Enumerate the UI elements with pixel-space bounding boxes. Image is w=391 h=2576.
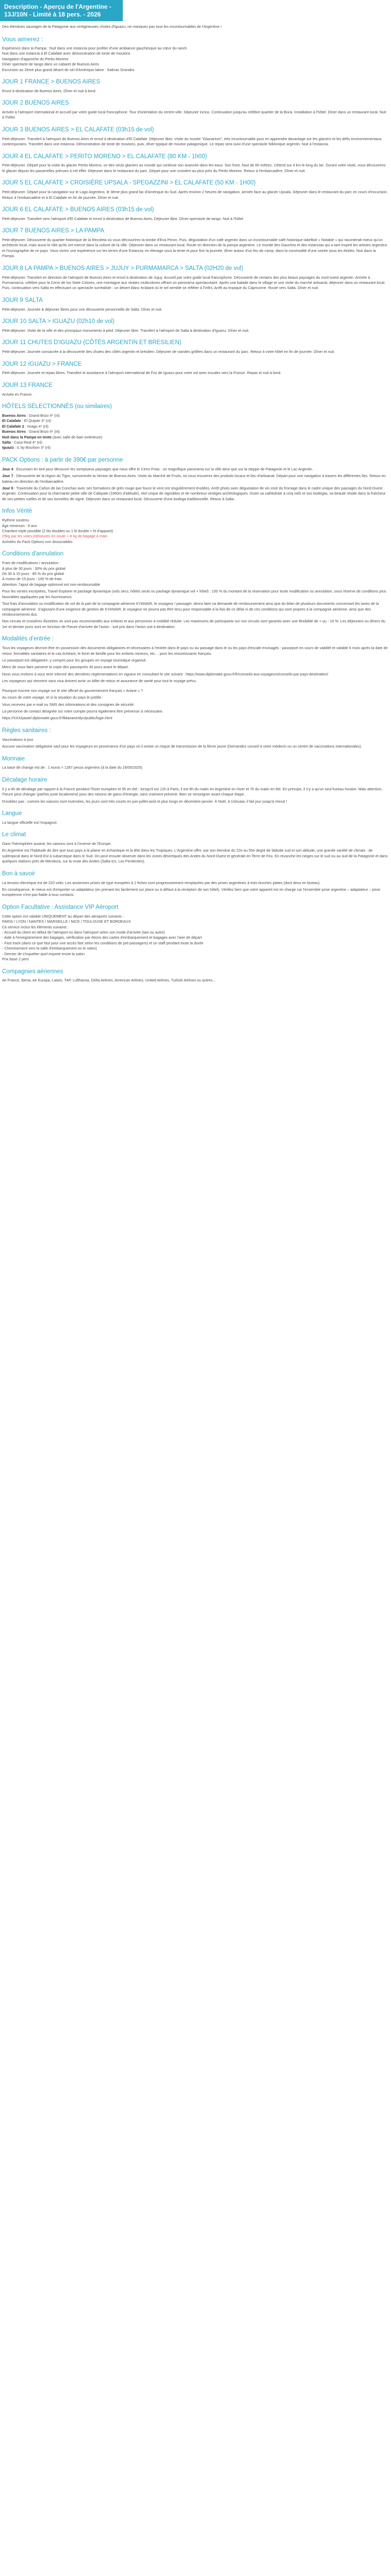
list-item: Ce service inclus les éléments suivants :	[2, 924, 69, 929]
ariane-paragraph: Pourquoi inscrire son voyage sur le site officiel du gouvernement français « Ariane » ?	[2, 688, 143, 693]
list-item: - Accueil du client en début de l'aéroport ou dans l'aéroport selon son mode d'arrivée (taxi ou autre)	[2, 929, 165, 935]
ariane-link[interactable]: https://XXX/pastel.diplomatie.gouv.fr/fildariane/dyn/public/login.html	[2, 716, 112, 721]
itinerary-days	[2, 79, 389, 397]
day-text: Petit-déjeuner. Transfert vers l'aéroport d'El Calafate et envol à destination de Buenos Aires. Déjeuner libre. Dîner-spectacle de tango. Nuit à l'hôtel.	[2, 216, 245, 221]
day-text: Petit-déjeuner. Journée consacrée à la découverte des chutes des côtés argentin et brésilien. Déjeuner de viandes grillées dans un restaurant du parc. Retour à votre hôtel en fin de journée. Dîner et nuit.	[2, 349, 335, 354]
page-content	[0, 24, 391, 984]
list-item: Dîner spectacle de tango dans un cabaret de Buenos Aires	[2, 62, 99, 67]
intro-text: Des étendues sauvages de la Patagonie aux vertigineuses chutes d'Iguazu, ne manquez pas tous les incontournables de l'Argentine !	[2, 24, 222, 29]
list-item: Activités du Pack Options non dissociables	[2, 539, 73, 544]
day-text: Arrivée en France.	[2, 392, 33, 397]
ariane-paragraph: Vous recevrez par e-mail ou SMS des informations et des consignes de sécurité.	[2, 702, 135, 707]
hotel-item: Buenos Aires : Grand Brizo 4* (nl)	[2, 429, 60, 434]
list-item: Cette option est valable UNIQUEMENT au départ des aéroports suivants :	[2, 913, 124, 919]
bon-paragraph: En conséquence, le mieux est d'emporter un adaptateur (en prenant les facilement sur place ou à défaut à la réception de son hôtel). Vérifiez bien que votre appareil est en charge car l'ensemble prise argentine – adaptateur – prise européenne n'est pas fiable à tous contacts.	[2, 887, 381, 897]
hotel-item: El Calafate 2 : Imago 4* (nl)	[2, 423, 48, 429]
list-item: Expérience dans la Pampa : Nuit dans une estancia pour profiter d'une ambiance gauchesque au cœur du ranch	[2, 45, 187, 50]
list-item: Frais de modifications / annulation :	[2, 561, 61, 566]
day-text: Envol à destination de Buenos Aires. Dîner et nuit à bord.	[2, 88, 96, 93]
list-item: - Dernier de s'inquiéter quel importe envie la salon	[2, 951, 85, 956]
day-text: Petit-déjeuner. Journée & déjeuner libres pour une découverte personnelle de Salta. Dîner et nuit.	[2, 307, 162, 312]
hotel-item: Buenos Aires : Grand Brizo 4* (nl)	[2, 413, 60, 418]
day-heading: JOUR 6 EL CALAFATE > BUENOS AIRES (03h15 de vol)	[2, 206, 154, 213]
day-text: Petit-déjeuner. Journée et repas libres. Transfert et assistance à l'aéroport international de Foz de Iguazu pour votre vol avec escales vers la France. Repas et nuit à bord.	[2, 370, 282, 376]
list-item: Prix base 2 pers	[2, 957, 29, 962]
section-heading-aimerez: Vous aimerez :	[2, 36, 43, 43]
list-item: Nuit dans une estancia à El Calafate avec démonstration de tonte de moutons	[2, 51, 131, 56]
day-heading: JOUR 2 BUENOS AIRES	[2, 100, 69, 107]
hotel-item: Iguazù : iL by Bourbon 3* (nl)	[2, 445, 51, 450]
day-heading: JOUR 12 IGUAZU > FRANCE	[2, 361, 82, 367]
climat-paragraph: Dans l'hémisphère austral, les saisons sont à l'inverse de l'Europe.	[2, 841, 112, 846]
hotel-item: Salta : Casa Real 4* (nl)	[2, 439, 42, 445]
aimerez-list	[2, 46, 389, 73]
hotels-list	[2, 413, 389, 451]
langue-text: La langue officielle est l'espagnol.	[2, 820, 58, 825]
pack-item: Jour 7 : Découverte de la région du Tigre, surnommée la Venise de Buenos Aires. Visite du Marché de Fruits, où vous trouverez des produits locaux et lieu d'artisanat. Départ pour une navigation à travers les différentes îles. Retour en bateau en direction de l'embarcadère.	[2, 473, 386, 484]
day-heading: JOUR 7 BUENOS AIRES > LA PAMPA	[2, 228, 105, 234]
sanitaires-paragraph: Aucune vaccination obligatoire sauf pour les voyageurs en provenance d'un pays où il existe un risque de transmission de la fièvre jaune (Demandez conseil à votre médecin ou un centre de vaccinations internationales).	[2, 744, 362, 749]
day-text: Petit-déjeuner. Transfert en direction de l'aéroport de Buenos Aires et envol à destination de Jujuy. Accueil par votre guide local francophone. Découverte de certains des plus beaux paysages du nord-ouest argentin. Arrivée à Purmamarca, célèbre pour la Cerro de los Siete Colores, une montagne aux strates multicolores offrant un panorama spectaculaire. Après une balade dans le village et une visite du marché artisanal, déjeuner dans un restaurant local. Puis, continuation vers Salta en effectuant un spectacle surréaliste : un désert blanc éclatant où le sel semble se refléter à l'infini. Arrêt au tropique du Capricorne. Route vers Salta. Dîner et nuit.	[2, 275, 385, 291]
modalites-paragraph: Les voyageurs qui viennent sans visa doivent avoir un billet de retour et assurance de santé pour tout le voyage prévu.	[2, 679, 197, 684]
bon-paragraph: La tension électrique est de 220 volts. Les anciennes prises de type européen à 2 fiches sont progressivement remplacées par des prises argentines à trois broches plates (dont deux en biseau).	[2, 880, 321, 885]
assistance-list	[2, 914, 389, 962]
conditions-paragraph: Nos circuits et croisières illustrées ne sont pas recommandés aux enfants et aux personnes à mobilité réduite. Les maximums de participants sur nos circuits sont garantis avec une flexibilité de + ou - 10 %. Les déjeuners ou dîners du 1er et dernier jours sont en fonction de l'heure d'arrivée de l'avion : soit pris dans l'avion soit à destination.	[2, 619, 385, 629]
day-text: Petit-déjeuner. Départ pour la navigation sur le Lago Argentino, le 3ème plus grand lac d'Amérique du Sud. Après environ 2 heures de navigation, arrivée face au glacier Upsala. Déjeuner dans le restaurant du parc en cours d'excursion. Retour à l'embarcadère et à El Calafate en fin de journée. Dîner et nuit.	[2, 190, 388, 200]
compagnies-text: Air France, Iberia, Air Europa, Latam, TAP, Lufthansa, Delta Airlines, American Airlines, United Airlines, Turkish Airlines ou autres…	[2, 978, 217, 983]
list-item: À plus de 30 jours : 30% du prix global	[2, 566, 66, 571]
day-heading: JOUR 1 FRANCE > BUENOS AIRES	[2, 79, 101, 86]
monnaie-text: La base de change est de : 1 euros = 1287 pesos argentins (à la date du 16/05/2025)	[2, 765, 142, 770]
day-heading: JOUR 10 SALTA > IGUAZU (02h10 de vol)	[2, 318, 115, 325]
section-heading-modalites: Modalités d'entrée :	[2, 636, 54, 642]
modalites-paragraph: Nous vous invitons à vous tenir informé des dernières réglementations en vigueur en consultant le site suivant : https://www.diplomatie.gouv.fr/fr/conseils-aux-voyageurs/conseils-par-pays-destination/	[2, 671, 329, 676]
section-heading-compagnies: Compagnies aériennes	[2, 968, 63, 975]
day-heading: JOUR 4 EL CALAFATE > PERITO MORENO > EL CALAFATE (80 KM - 1h00)	[2, 153, 207, 160]
page-title-banner: Description - Aperçu de l'Argentine - 13J/10N - Limité à 18 pers. - 2026	[0, 0, 123, 21]
list-item: - Fast track (dans ce que fast pour une accès fast selon les conditions de pré-passagers) et un staff pendant toute la durée	[2, 940, 204, 945]
section-heading-assistance: Option Facultative : Assistance VIP Aéroport	[2, 904, 119, 910]
day-text: Petit-déjeuner. Visite de la ville et des principaux monuments à pied. Déjeuner libre. Transfert à l'aéroport de Salta à destination d'Iguazu. Dîner et nuit.	[2, 328, 250, 333]
list-item: Excursion au 2ème plus grand désert de sel d'Amérique latine : Salinas Grandes	[2, 67, 135, 72]
list-item: - Cheminement vers la salle d'embarquement ou le salon)	[2, 946, 97, 951]
sanitaires-paragraph: Vaccinations à jour.	[2, 737, 34, 742]
list-item: Rythme soutenu	[2, 518, 29, 523]
section-heading-infos: Infos Vérité	[2, 508, 32, 515]
conditions-paragraph: Tout frais d'annulation ou modification de vol de la part de la compagnie aérienne KYANAIR, le voyageur / passager, devra faire sa demande de remboursement ainsi que du bilan de plusieurs documents concernant les taxes de la compagnie aérienne. S'agissant d'une exigence de gestion de KYANAIR, le voyageur ne pourra pas être tenu pour responsable à la fois de ce délai ni de ces conditions qui sont propres à la compagnie aérienne, ainsi que des remboursements dus.	[2, 601, 379, 617]
day-heading: JOUR 8 LA PAMPA > BUENOS AIRES > JUJUY > PURMAMARCA > SALTA (02H20 de vol)	[2, 265, 243, 272]
day-heading: JOUR 13 FRANCE	[2, 382, 53, 388]
horaire-paragraph: Il y a 4h de décalage par rapport à la France pendant l'hiver européen et 5h en été : lorsqu'il est 12h à Paris, il est 8h du matin en Argentine en hiver et 7h du matin en été. En principe, il n'y a qu'un seul fuseau horaire. Mais attention, l'heure peut changer (parfois juste localement) pour des raisons de gains d'énergie, sans vraiment prévenir. Bien se renseigner avant chaque étape.	[2, 786, 383, 797]
list-item: PARIS / LYON / NANTES / MARSEILLE / NICE / TOULOUSE ET BORDEAUX	[2, 919, 131, 924]
day-text: Arrivée à l'aéroport international et accueil par votre guide local francophone. Tour d'orientation du centre-ville. Déjeuner inclus. Continuation jusqu'au célèbre quartier de la Boca. Installation à l'hôtel. Dîner dans un restaurant local. Nuit à l'hôtel.	[2, 110, 386, 120]
day-heading: JOUR 3 BUENOS AIRES > EL CALAFATE (03h15 de vol)	[2, 126, 154, 133]
modalites-paragraph: Merci de nous faire parvenir la copie des passeports 45 jours avant le départ.	[2, 665, 129, 670]
day-heading: JOUR 5 EL CALAFATE > CROISIÈRE UPSALA - SPEGAZZINI > EL CALAFATE (50 KM - 1H00)	[2, 180, 256, 187]
day-text: Petit-déjeuner. Transfert à l'aéroport de Buenos Aires et envol à destination d'El Calafate. Déjeuner libre. Visite du musée "Glaciarium", très incontournable pour en apprendre davantage sur les glaciers et les défis environnementaux contemporains. Transfert dans une estancia. Démonstration de tonte de moutons, puis, dîner typique de mouton patagonique. Le repas sera suivi d'une spectacle folklorique argentin. Nuit à l'estancia.	[2, 136, 382, 147]
list-item: Âge minimum : 9 ans	[2, 523, 37, 528]
day-text: Petit-déjeuner. Découverte du quartier historique de la Recoleta où vous découvrirez la tombe d'Eva Peron. Puis, dégustation d'un café argentin dans un incontournable café historique labellisé « Notable » qui raconterait mieux qu'un architecte local, mais aussi le rôle qu'ils ont exercé dans la culture de la ville. Déjeuner dans un restaurant local. Route en direction de la pampa argentine. Le monde des Gauchos et des estancias qui a tant inspiré les artistes argentins et l'iconographie de ce pays. Vous vivrez une expérience sur les terres d'une Estancia, en élevage sous la tente et pour finir la journée, dîner autour d'un feu de camp, dans la convivialité d'une soirée sous les étoiles. Nuit dans la Pampa.	[2, 237, 387, 259]
section-heading-climat: Le climat	[2, 832, 26, 838]
infos-list	[2, 518, 389, 545]
hotel-item: Nuit dans la Pampa en tente (avec salle de bain extérieure)	[2, 434, 103, 439]
horaire-paragraph: N'oubliez pas : comme les saisons sont inversées, les jours sont très courts en juin-juillet-août et plus longs en décembre-janvier. À Noël, à Ushuaia, il fait jour jusqu'à minuit !	[2, 799, 287, 804]
ariane-block	[2, 688, 389, 721]
section-heading-horaire: Décalage horaire	[2, 776, 47, 783]
conditions-paragraph: Pour les ventes exceptées, Travel Explorer et package dynamique (vols secs, hôtels seuls ou package dynamique vol + hôtel) : 100 % du montant de la réservation pour toute modification ou annulation, sous réserve de conditions plus favorables appliquées par les fournisseurs.	[2, 589, 386, 599]
section-heading-pack: PACK Options : à partir de 390€ par personne	[2, 456, 123, 463]
day-heading: JOUR 9 SALTA	[2, 297, 43, 303]
list-item: - Aide à l'enregistrement des bagages, vérification par étions des cartes d'embarquement et bagages avec l'aire de départ	[2, 935, 202, 940]
list-item: Attention: l'ajout de bagage optionnel est non-remboursable	[2, 582, 100, 587]
pack-item: Jour 9 : Traversée du Cañon de las Conchas avec ses formations de grès rouge que fouce le vent ont singulièrement érodées. Arrêt photo avec dégustation de vin rosé du fromage dans le cadre unique des paysages du Nord-Ouest Argentin. Continuation pour la charmante petite ville de Cafayate (1660m d'altitude), réel cirque de vignobles et de nombreux vestiges archéologiques. Outre sa cathédrale à cinq nefs et ses bodegas, sa beauté réside dans la fraîcheur de ses petites ruelles et de ses tonnelles de vigne. Déjeuner dans un restaurant local. Découverte d'une bodega traditionnelle. Retour à Salta.	[2, 485, 386, 501]
pack-item: Jour 4 : Excursion en 4x4 pour découvrir les somptueux paysages que nous offre le Cerro Frías : un magnifique panorama sur la ville ainsi que sur la steppe de Patagonie et le Lac Argentin.	[2, 466, 313, 471]
section-heading-hotels: HÔTELS SÉLECTIONNÉS (ou similaires)	[2, 403, 112, 410]
ariane-paragraph: La personne de contact désignée sur votre compte pourra également être prévenue si nécessaire.	[2, 709, 164, 714]
ariane-paragraph: Au cours de votre voyage, et si la situation du pays le justifie :	[2, 695, 104, 700]
modalites-paragraph: Le passeport est obligatoire, y compris pour les groupes en voyage touristique organisé.	[2, 657, 147, 663]
list-item: De 30 à 15 jours : 85 % du prix global	[2, 571, 64, 576]
baggage-note: 25kg par les voies intérieures en soute + 8 kg de bagage à main	[2, 534, 108, 539]
list-item: À moins de 15 jours : 100 % de frais	[2, 577, 62, 582]
section-heading-sanitaires: Règles sanitaires :	[2, 727, 51, 734]
section-heading-bon-a-savoir: Bon à savoir	[2, 870, 35, 877]
list-item: Navigation d'approche du Perito Moreno	[2, 56, 69, 61]
modalites-paragraph: Tous les voyageurs devront être en possession des documents obligatoires et nécessaires à l'entrée dans le pays ou au passage dans le ou les pays d'escale envisagés : passeport en cours de validité et valable 6 mois après la date de retour, formalités sanitaires et le cas échéant, le livret de famille pour les enfants mineurs, etc… pour les ressortissants français.	[2, 646, 388, 656]
conditions-list	[2, 561, 389, 587]
hotel-item: El Calafate : El Quijote 3* (nl)	[2, 418, 52, 423]
section-heading-conditions: Conditions d'annulation	[2, 551, 64, 557]
list-item: Chambre triple possible (2 lits doubles ou 1 lit double + lit d'appoint)	[2, 528, 113, 533]
day-text: Petit-déjeuner. Départ pour la visite du glacier Perito Moreno, un des seuls glaciers au monde qui continue son avancée dans les eaux. Son front, haut de 60 mètres, s'étend sur 4 km le long du lac. Durant votre visite, vous découvrirez le glacier depuis les passerelles prévues à cet effet. Déjeuner dans le restaurant du parc. Départ pour une croisière au plus près du Perito Moreno. Retour à l'embarcadère. Dîner et nuit.	[2, 163, 386, 173]
climat-paragraph: En Argentine est l'habitude de dire que tous pays a la plaine en échantique et la tête dans les Tropiques. L'Argentine offre, par son étendue du 22e au 55e degré de latitude sud et son altitude, une grande variété de climats : de subtropical dans le Nord-Est à subarctique dans le Sud. On peut ensuite observer dans les zones désertiques des Andes du Nord-Ouest et générale en Terre de Feu. En revanche les neiges sur le sud ou au sud de la Patagonie et dans quelques stations près de Mendoza, sur la route des Andes (Salta-Ics, Los Penitentes).	[2, 848, 388, 864]
section-heading-langue: Langue	[2, 810, 22, 817]
day-heading: JOUR 11 CHUTES D'IGUAZU (CÔTÉS ARGENTIN ET BRESILIEN)	[2, 340, 182, 346]
section-heading-monnaie: Monnaie	[2, 755, 25, 762]
